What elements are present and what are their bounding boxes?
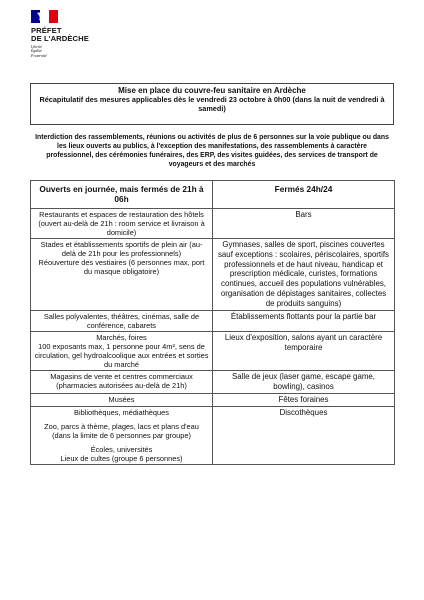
prefecture-logo xyxy=(31,10,111,58)
intro-paragraph: Interdiction des rassemblements, réunions ou activités de plus de 6 personnes sur la voie publique ou dans les lieux ouverts au publics, à l'exception des manifestations, des rassemblements à caractère professionnel, des cérémonies funéraires, des ERP, des visites guidées, des services de transport de voyageurs et des marchés xyxy=(35,134,389,168)
column-header-open-day: Ouverts en journée, mais fermés de 21h à 06h xyxy=(31,181,213,209)
measures-table xyxy=(30,180,395,465)
cell-text: Lieux de cultes (groupe 6 personnes) xyxy=(60,454,183,463)
table-row xyxy=(31,331,395,370)
table-row xyxy=(31,239,395,311)
cell-text: (ouvert au-delà de 21h : room service et livraison à domicile) xyxy=(38,218,205,237)
cell-closed xyxy=(213,239,395,311)
column-header-closed: Fermés 24h/24 xyxy=(213,181,395,209)
cell-text: Salle de jeux (laser game, escape game, bowling), casinos xyxy=(232,372,375,392)
cell-text: Bibliothèques, médiathèques xyxy=(74,407,169,417)
cell-text: Gymnases, salles de sport, piscines couvertes sauf exceptions : scolaires, périscolaires, sportifs professionnels et de haut niveau, handicap et prescription médicale, curistes, formations continues, accueil des populations vulnérables, organisation de dépistages sanitaires, collectes de produits sanguins) xyxy=(217,240,390,308)
cell-open-day xyxy=(31,208,213,238)
cell-text: Lieux d'exposition, salons ayant un caractère temporaire xyxy=(224,332,383,352)
cell-text: Salles polyvalentes, théâtres, cinémas, salle de conférence, cabarets xyxy=(43,311,200,330)
cell-open-day xyxy=(31,406,213,464)
table-row xyxy=(31,208,395,238)
logo-title xyxy=(31,27,111,43)
cell-text: Restaurants et espaces de restauration des hôtels xyxy=(39,209,204,219)
cell-open-day xyxy=(31,331,213,370)
cell-open-day xyxy=(31,371,213,394)
table-row xyxy=(31,406,395,464)
cell-text: Magasins de vente et centres commerciaux (pharmacies autorisées au-delà de 21h) xyxy=(50,372,193,391)
cell-closed xyxy=(213,208,395,238)
cell-text: Réouverture des vestiaires (6 personnes max, port du masque obligatoire) xyxy=(38,258,205,277)
cell-text: Fêtes foraines xyxy=(278,394,329,404)
cell-closed xyxy=(213,371,395,394)
cell-text: Écoles, universités xyxy=(90,444,153,454)
table-header-row xyxy=(31,181,395,209)
cell-text: Établissements flottants pour la partie bar xyxy=(230,311,377,321)
table-body xyxy=(31,208,395,464)
marianne-flag-icon xyxy=(31,10,58,23)
cell-text: 100 exposants max, 1 personne pour 4m², sens de circulation, gel hydroalcoolique aux entrées et sorties du marché xyxy=(34,341,209,370)
logo-title-line2: DE L'ARDÈCHE xyxy=(31,34,89,43)
logo-title-line1: PRÉFET xyxy=(31,26,62,35)
motto-egalite: Égalité xyxy=(31,49,42,54)
table-row xyxy=(31,393,395,406)
cell-closed xyxy=(213,331,395,370)
cell-open-day xyxy=(31,393,213,406)
cell-closed xyxy=(213,310,395,331)
cell-open-day xyxy=(31,310,213,331)
title-box xyxy=(30,83,394,125)
table-row xyxy=(31,371,395,394)
cell-text: Stades et établissements sportifs de plein air (au-delà de 21h pour les professionnels) xyxy=(40,240,203,259)
cell-text: Marchés, foires xyxy=(96,332,147,342)
motto-liberte: Liberté xyxy=(31,45,42,49)
cell-text: Musées xyxy=(108,394,135,404)
cell-text: Discothèques xyxy=(279,407,328,417)
page-subtitle: Récapitulatif des mesures applicables dès le vendredi 23 octobre à 0h00 (dans la nuit de vendredi à samedi) xyxy=(39,95,385,114)
table-row xyxy=(31,310,395,331)
logo-motto xyxy=(31,45,111,58)
cell-open-day xyxy=(31,239,213,311)
cell-text: Bars xyxy=(295,209,312,219)
page-title: Mise en place du couvre-feu sanitaire en Ardèche xyxy=(118,86,306,95)
cell-text: Zoo, parcs à thème, plages, lacs et plans d'eau (dans la limite de 6 personnes par groupe) xyxy=(44,421,199,440)
cell-closed xyxy=(213,393,395,406)
motto-fraternite: Fraternité xyxy=(31,53,47,58)
cell-closed xyxy=(213,406,395,464)
